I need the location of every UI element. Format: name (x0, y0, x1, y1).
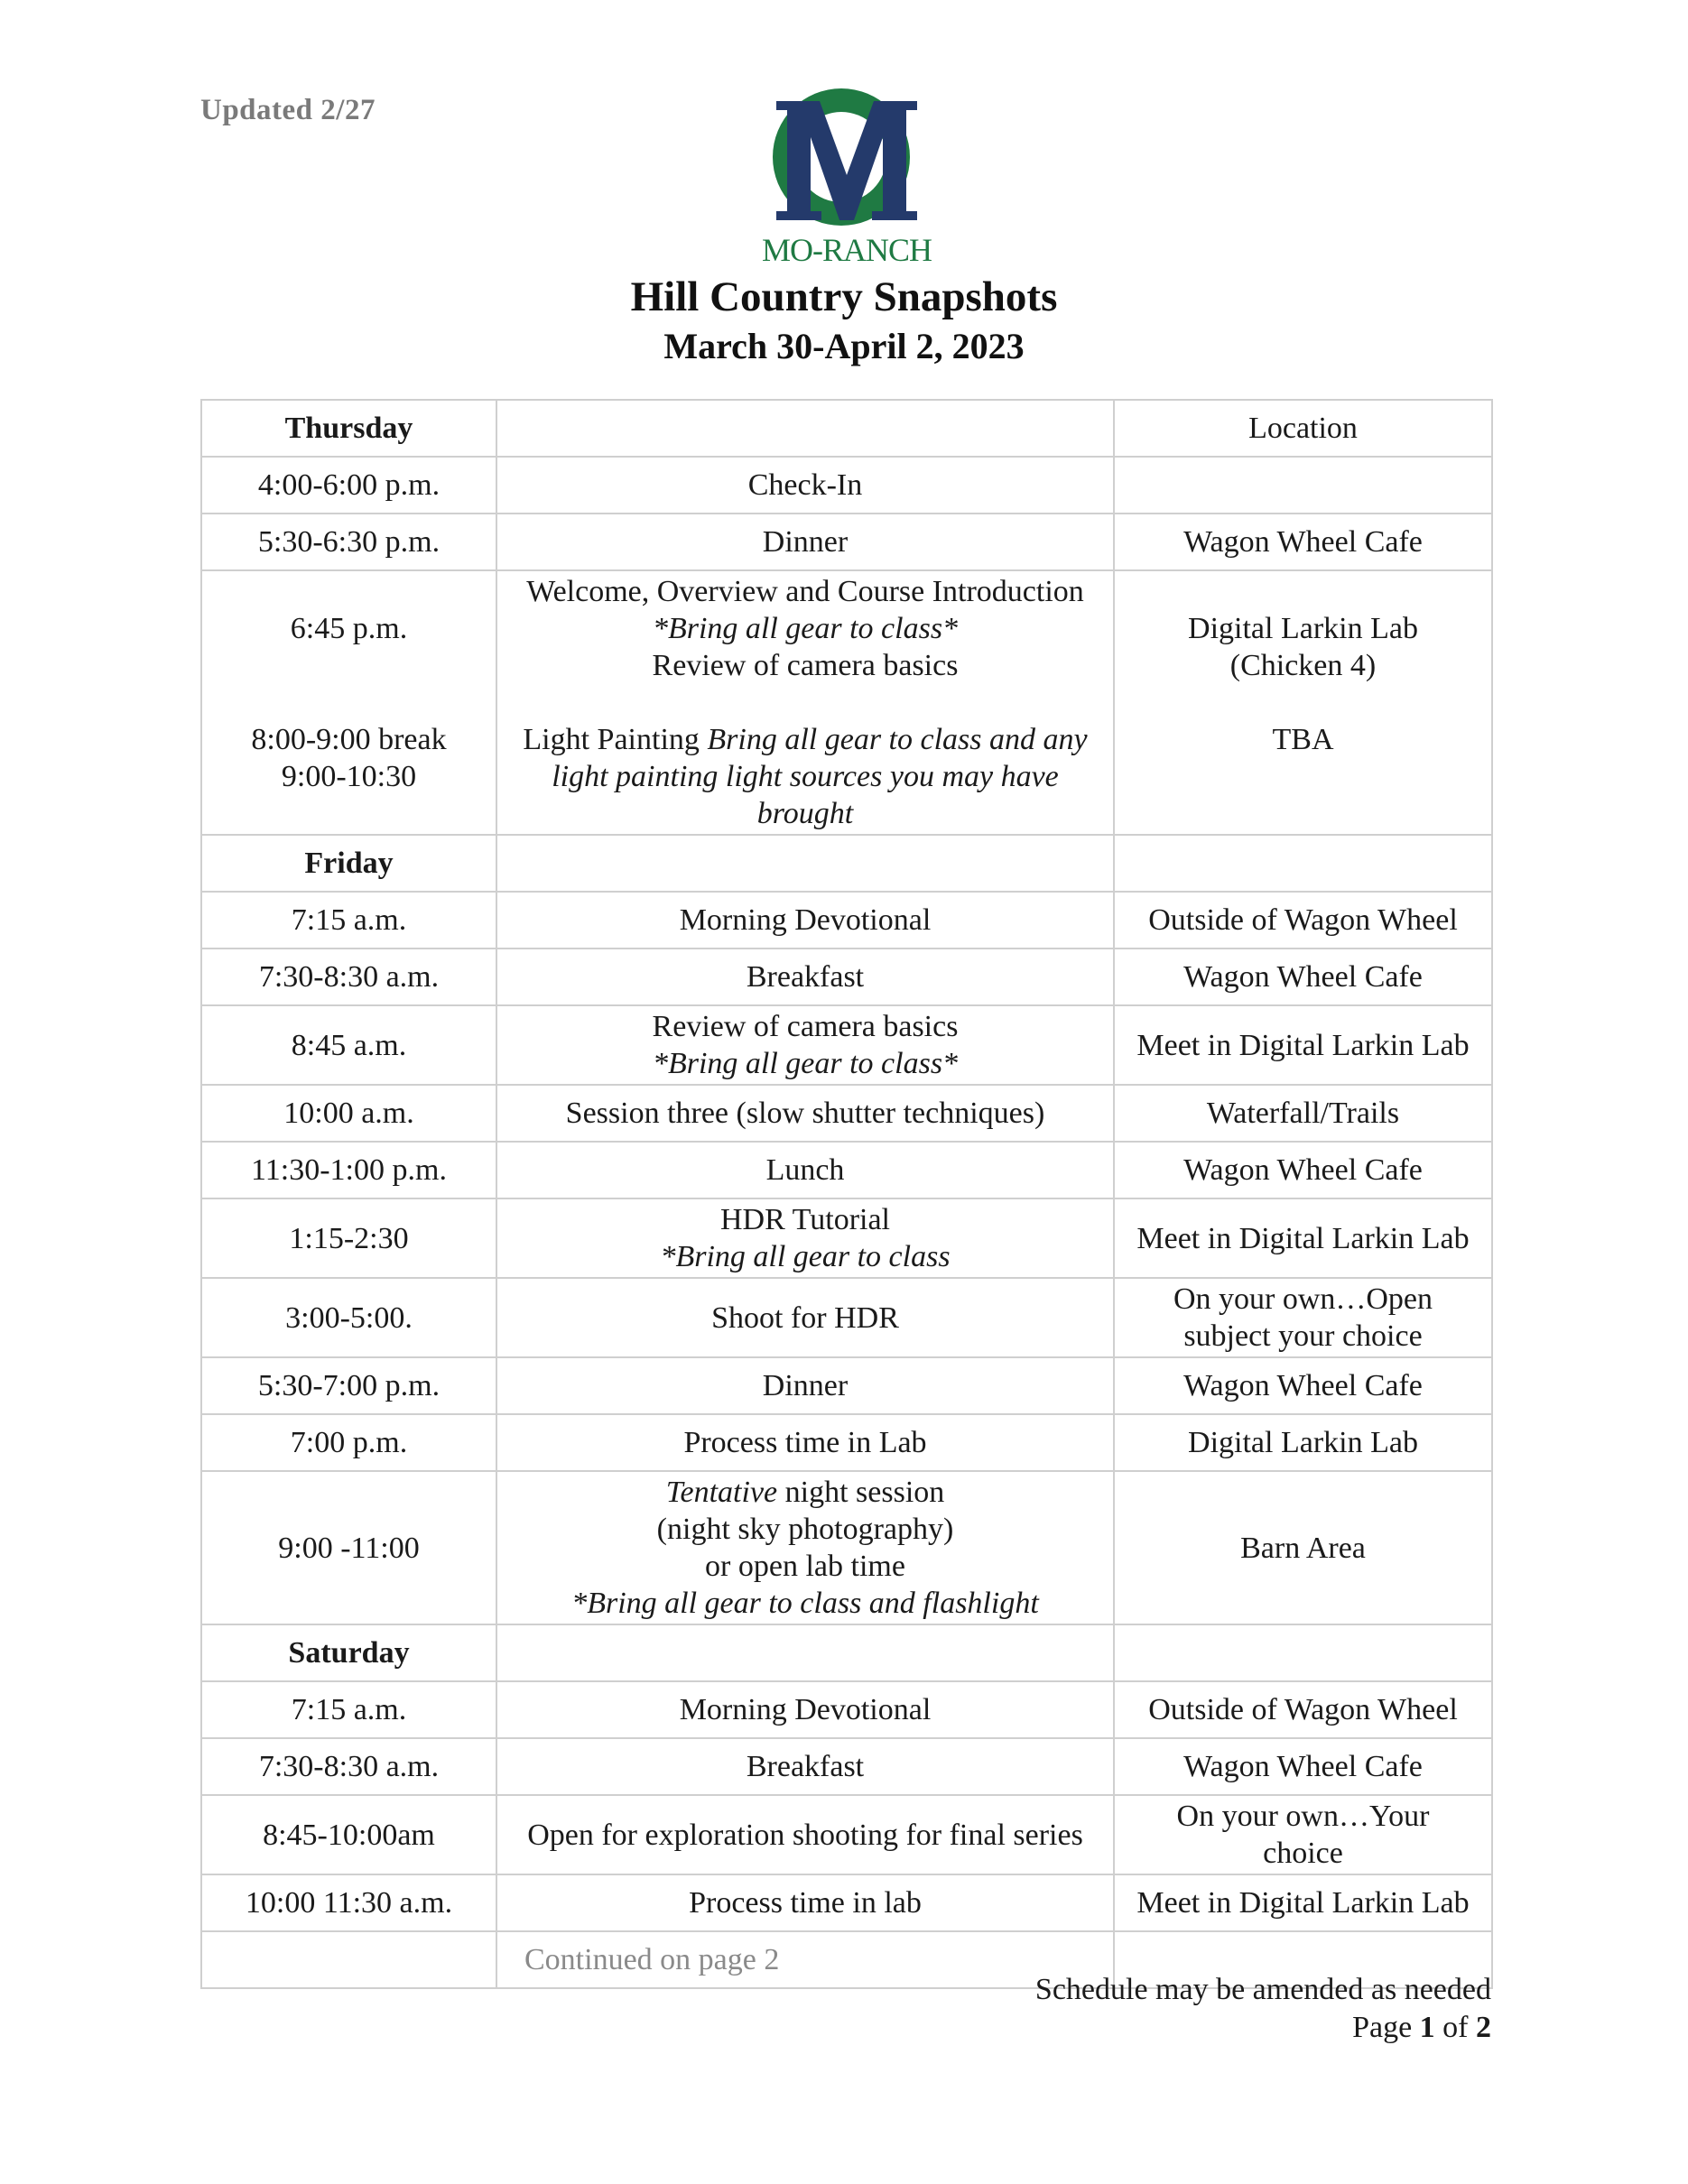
location-cell: On your own…Your choice (1114, 1795, 1492, 1874)
location-cell: Wagon Wheel Cafe (1114, 1142, 1492, 1198)
table-row (201, 1874, 1492, 1931)
empty-cell (1114, 835, 1492, 892)
table-row (201, 892, 1492, 949)
table-row (201, 1085, 1492, 1142)
event-line: Light Painting (523, 723, 700, 756)
time-cell: 5:30-7:00 p.m. (201, 1357, 496, 1414)
event-note: *Bring all gear to class and flashlight (571, 1587, 1039, 1620)
location-cell (1114, 570, 1492, 835)
event-note: *Bring all gear to class* (652, 1047, 959, 1080)
event-cell: Breakfast (496, 949, 1114, 1005)
event-cell (496, 1471, 1114, 1624)
table-row (201, 1414, 1492, 1471)
of-word: of (1442, 2011, 1469, 2044)
location-cell: Outside of Wagon Wheel (1114, 1681, 1492, 1738)
event-cell: Process time in lab (496, 1874, 1114, 1931)
event-note: *Bring all gear to class* (652, 612, 959, 645)
table-row (201, 1005, 1492, 1085)
time-cell: 11:30-1:00 p.m. (201, 1142, 496, 1198)
event-text: night session (777, 1476, 945, 1509)
updated-date: Updated 2/27 (200, 94, 376, 126)
location-cell: Barn Area (1114, 1471, 1492, 1624)
event-cell: Check-In (496, 457, 1114, 514)
table-row (201, 1738, 1492, 1795)
event-cell: Dinner (496, 1357, 1114, 1414)
event-line: Review of camera basics (652, 1010, 959, 1043)
event-cell (496, 1005, 1114, 1085)
event-cell: Breakfast (496, 1738, 1114, 1795)
location-cell: Wagon Wheel Cafe (1114, 1738, 1492, 1795)
event-line (506, 1474, 1104, 1511)
location-cell: Meet in Digital Larkin Lab (1114, 1005, 1492, 1085)
empty-cell (496, 835, 1114, 892)
table-row (201, 457, 1492, 514)
time-cell: 7:00 p.m. (201, 1414, 496, 1471)
time-line: 9:00-10:30 (281, 760, 417, 793)
location-cell: On your own…Open subject your choice (1114, 1278, 1492, 1357)
table-header-row (201, 400, 1492, 457)
table-row (201, 1681, 1492, 1738)
event-line: (night sky photography) (656, 1513, 954, 1546)
event-line: Welcome, Overview and Course Introduction (526, 575, 1084, 608)
spacer (1124, 684, 1482, 721)
page-total: 2 (1476, 2011, 1491, 2044)
spacer (506, 684, 1104, 721)
event-cell: Open for exploration shooting for final series (496, 1795, 1114, 1874)
event-line: or open lab time (705, 1550, 905, 1583)
time-cell: 1:15-2:30 (201, 1198, 496, 1278)
table-row-friday-night (201, 1471, 1492, 1624)
time-cell: 8:45 a.m. (201, 1005, 496, 1085)
spacer (211, 647, 487, 721)
location-cell: Meet in Digital Larkin Lab (1114, 1874, 1492, 1931)
continued-note: Continued on page 2 (496, 1931, 1114, 1988)
event-cell: Session three (slow shutter techniques) (496, 1085, 1114, 1142)
table-row (201, 1357, 1492, 1414)
day-heading-thursday: Thursday (201, 400, 496, 457)
day-heading-friday: Friday (201, 835, 496, 892)
event-cell: Shoot for HDR (496, 1278, 1114, 1357)
time-cell: 10:00 a.m. (201, 1085, 496, 1142)
location-cell (1114, 457, 1492, 514)
location-cell: Digital Larkin Lab (1114, 1414, 1492, 1471)
day-row-friday (201, 835, 1492, 892)
event-line: Review of camera basics (652, 649, 959, 682)
event-line: HDR Tutorial (720, 1203, 890, 1236)
location-cell: Outside of Wagon Wheel (1114, 892, 1492, 949)
time-cell: 3:00-5:00. (201, 1278, 496, 1357)
event-cell: Process time in Lab (496, 1414, 1114, 1471)
day-row-saturday (201, 1624, 1492, 1681)
time-cell: 10:00 11:30 a.m. (201, 1874, 496, 1931)
location-cell: Wagon Wheel Cafe (1114, 1357, 1492, 1414)
table-row (201, 514, 1492, 570)
empty-cell (496, 400, 1114, 457)
event-emphasis: Tentative (665, 1476, 778, 1509)
spacer (1124, 573, 1482, 610)
empty-cell (496, 1624, 1114, 1681)
event-cell: Morning Devotional (496, 892, 1114, 949)
location-cell: Wagon Wheel Cafe (1114, 514, 1492, 570)
event-cell: Lunch (496, 1142, 1114, 1198)
page-title: Hill Country Snapshots (630, 273, 1058, 320)
time-cell (201, 570, 496, 835)
table-row (201, 1795, 1492, 1874)
event-cell: Morning Devotional (496, 1681, 1114, 1738)
time-line: 6:45 p.m. (290, 612, 408, 645)
location-heading: Location (1114, 400, 1492, 457)
time-cell: 7:30-8:30 a.m. (201, 1738, 496, 1795)
location-line: TBA (1272, 723, 1334, 756)
location-cell: Meet in Digital Larkin Lab (1114, 1198, 1492, 1278)
logo-brand-text: MO-RANCH (761, 232, 932, 268)
location-line: (Chicken 4) (1229, 649, 1377, 682)
amendment-note: Schedule may be amended as needed (1034, 1973, 1491, 2006)
time-cell: 7:15 a.m. (201, 892, 496, 949)
table-row-thursday-evening (201, 570, 1492, 835)
empty-cell (201, 1931, 496, 1988)
time-cell: 5:30-6:30 p.m. (201, 514, 496, 570)
time-cell: 7:15 a.m. (201, 1681, 496, 1738)
event-cell (496, 570, 1114, 835)
page-current: 1 (1419, 2011, 1435, 2044)
event-cell: Dinner (496, 514, 1114, 570)
page-number (1352, 2011, 1491, 2045)
table-row (201, 1142, 1492, 1198)
table-row (201, 1278, 1492, 1357)
logo-m-letter (756, 88, 937, 233)
location-line: Digital Larkin Lab (1188, 612, 1418, 645)
schedule-table (200, 399, 1493, 1989)
event-cell (496, 1198, 1114, 1278)
location-cell: Waterfall/Trails (1114, 1085, 1492, 1142)
time-cell: 9:00 -11:00 (201, 1471, 496, 1624)
empty-cell (1114, 1624, 1492, 1681)
event-note: Bring all gear to class and any light painting light sources you may have brought (552, 723, 1088, 830)
mo-ranch-logo (756, 79, 937, 269)
page-word: Page (1352, 2011, 1413, 2044)
time-cell: 8:45-10:00am (201, 1795, 496, 1874)
page-subtitle-dates: March 30-April 2, 2023 (663, 326, 1025, 366)
event-note: *Bring all gear to class (660, 1240, 951, 1273)
location-cell: Wagon Wheel Cafe (1114, 949, 1492, 1005)
day-heading-saturday: Saturday (201, 1624, 496, 1681)
time-cell: 7:30-8:30 a.m. (201, 949, 496, 1005)
time-cell: 4:00-6:00 p.m. (201, 457, 496, 514)
table-row (201, 1198, 1492, 1278)
table-row (201, 949, 1492, 1005)
time-line: 8:00-9:00 break (251, 723, 447, 756)
